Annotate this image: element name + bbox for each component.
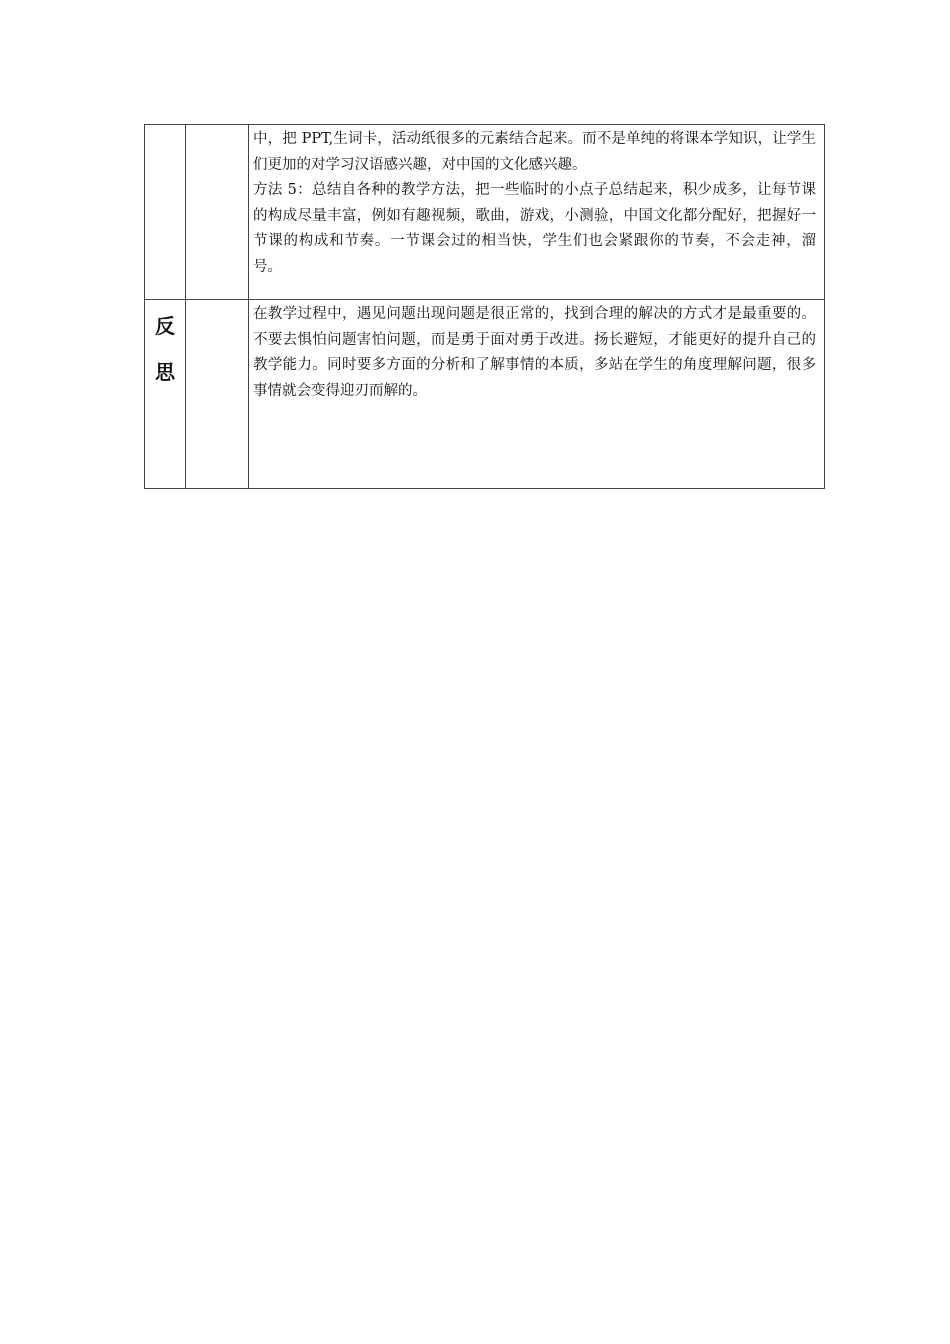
reflection-label-char-2: 思 bbox=[155, 360, 175, 384]
methods-content-cell bbox=[249, 125, 825, 300]
table-row-methods bbox=[145, 125, 825, 300]
spacer-cell bbox=[186, 125, 249, 300]
reflection-paragraph: 在教学过程中，遇见问题出现问题是很正常的，找到合理的解决的方式才是最重要的。不要去惧怕问题害怕问题，而是勇于面对勇于改进。扬长避短，才能更好的提升自己的教学能力。同时要多方面的分析和了解事情的本质，多站在学生的角度理解问题，很多事情就会变得迎刃而解的。 bbox=[253, 306, 816, 399]
row-label-cell bbox=[145, 125, 186, 300]
spacer-cell bbox=[186, 300, 249, 489]
methods-paragraph-1: 中，把 PPT,生词卡，活动纸很多的元素结合起来。而不是单纯的将课本学知识，让学生们更加的对学习汉语感兴趣，对中国的文化感兴趣。 bbox=[253, 131, 816, 173]
lesson-notes-table bbox=[144, 124, 825, 489]
methods-paragraph-2: 方法 5：总结自各种的教学方法，把一些临时的小点子总结起来，积少成多，让每节课的构成尽量丰富，例如有趣视频，歌曲，游戏，小测验，中国文化都分配好，把握好一节课的构成和节奏。一节课会过的相当快，学生们也会紧跟你的节奏，不会走神，溜号。 bbox=[253, 182, 816, 275]
table-row-reflection bbox=[145, 300, 825, 489]
reflection-label-cell bbox=[145, 300, 186, 489]
reflection-label-char-1: 反 bbox=[155, 314, 175, 338]
reflection-content-cell bbox=[249, 300, 825, 489]
